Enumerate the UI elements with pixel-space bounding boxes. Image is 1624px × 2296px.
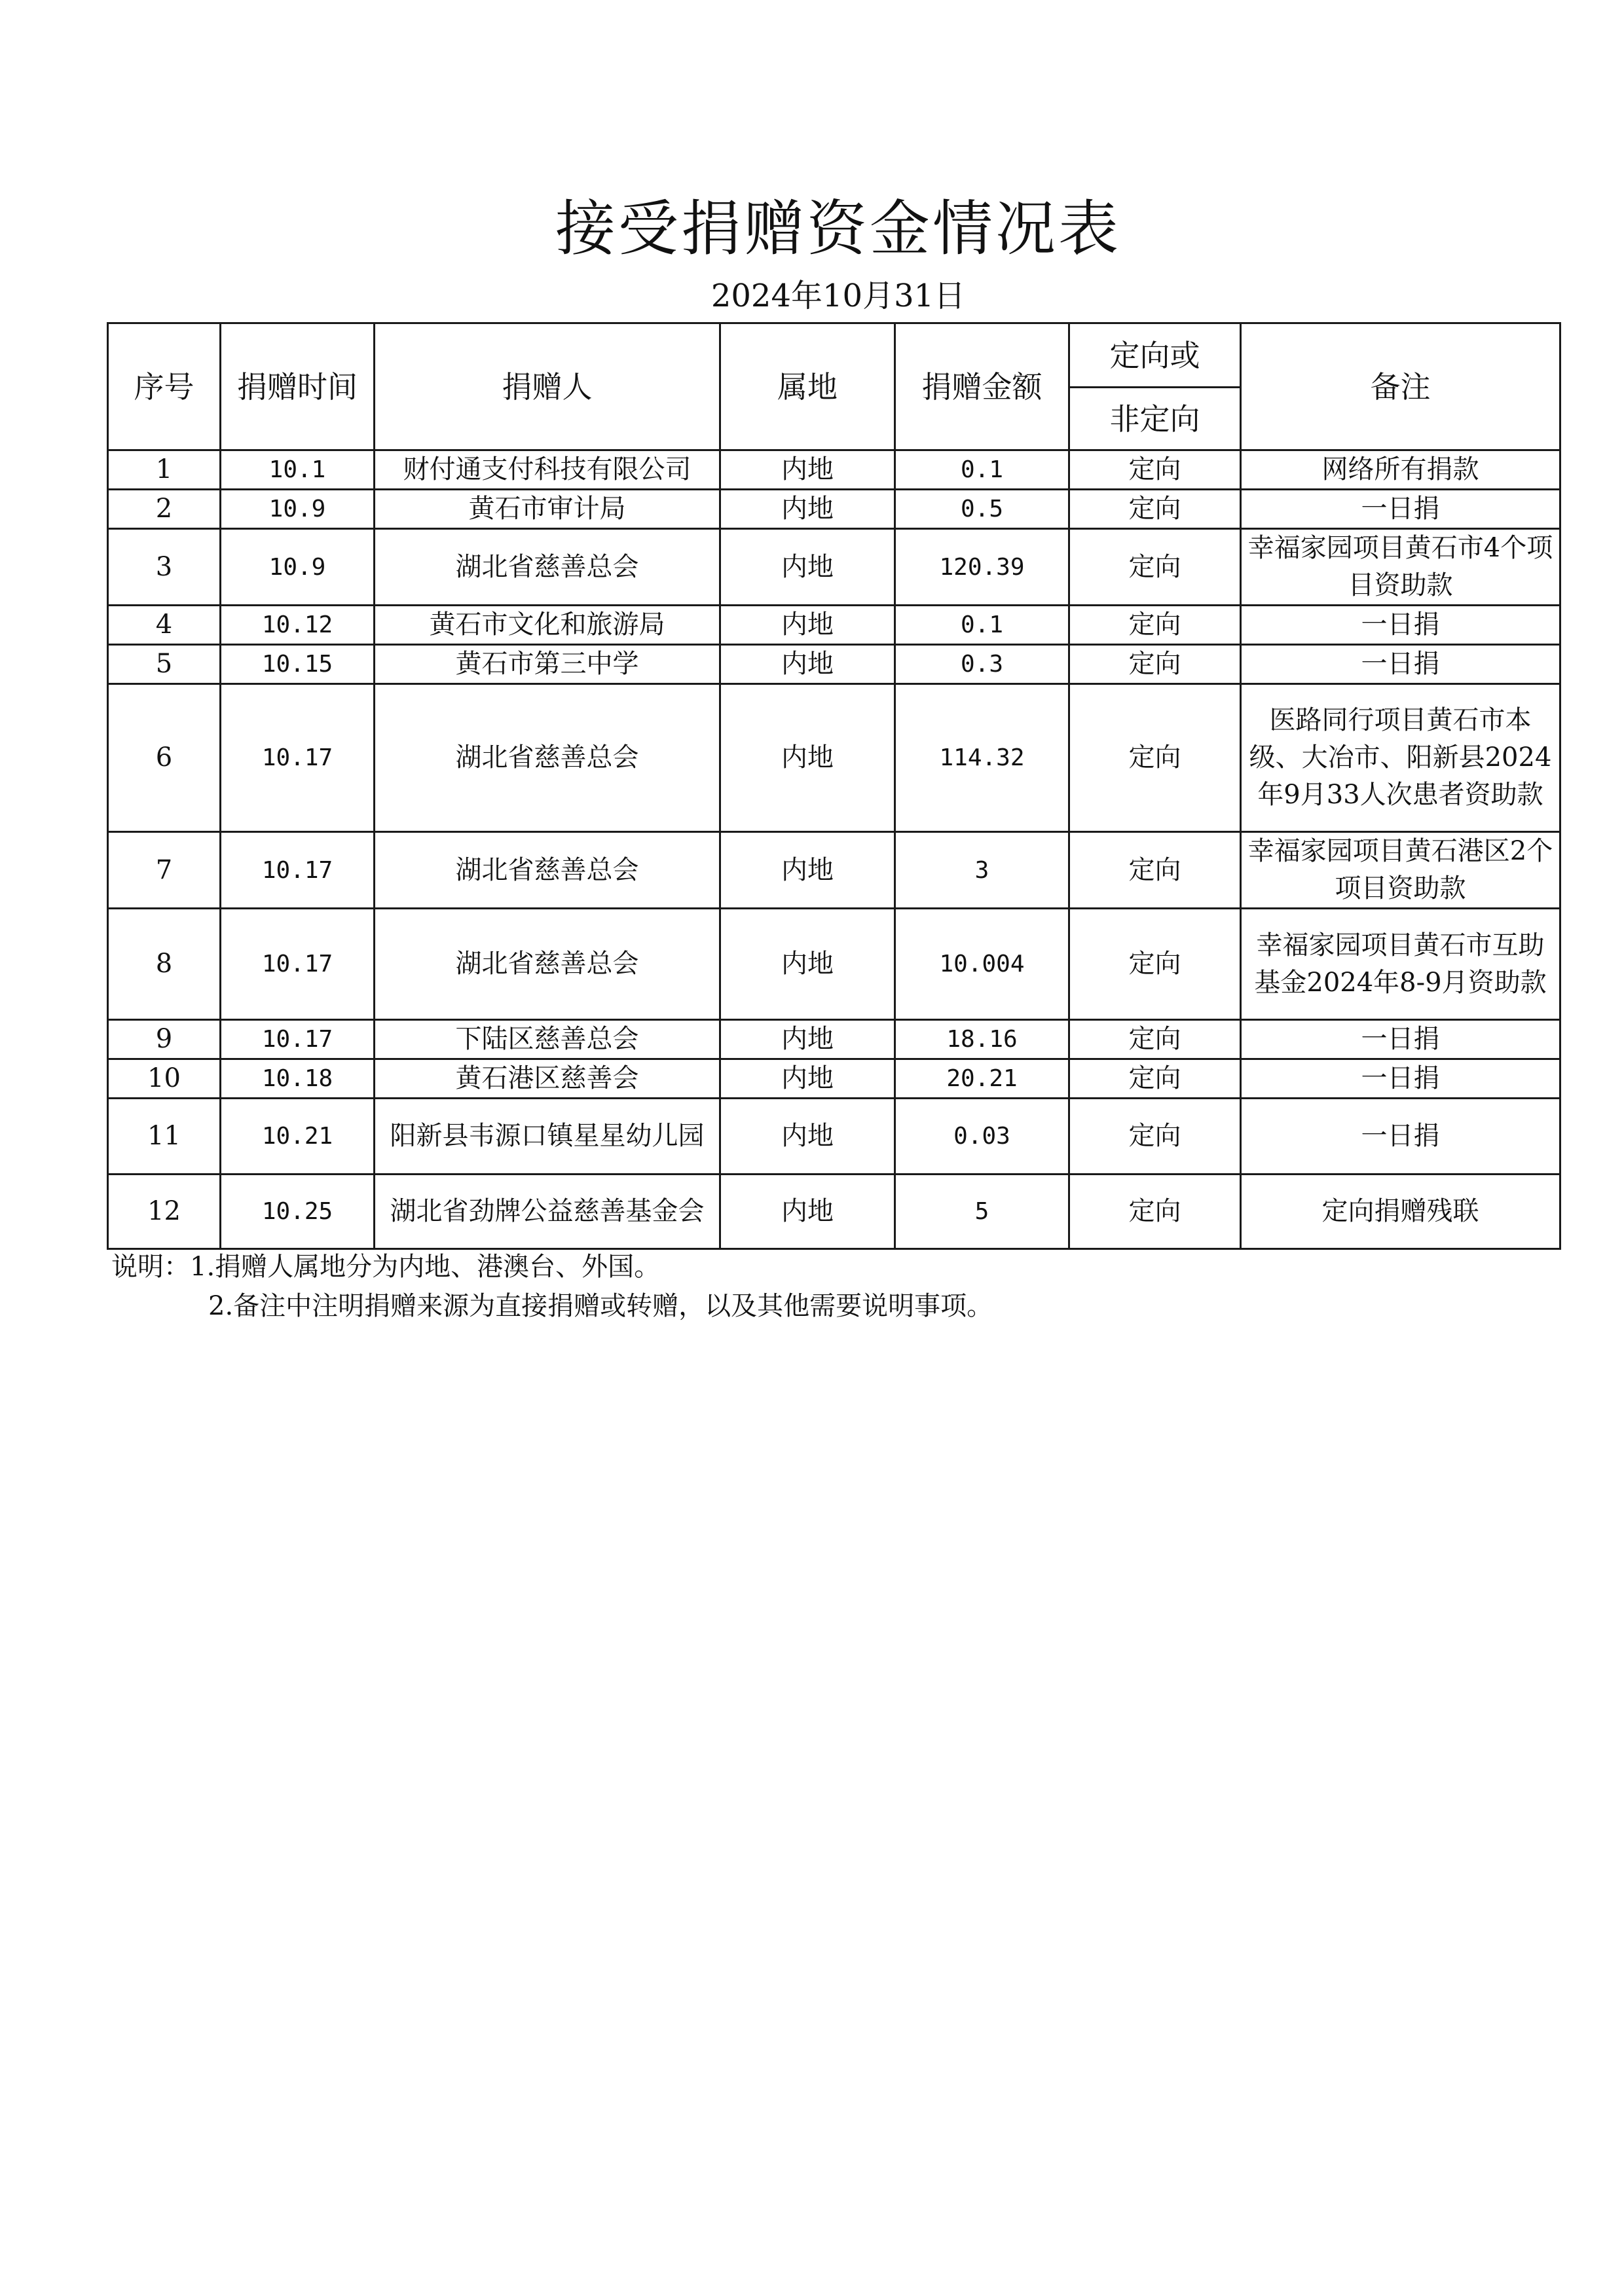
- cell-directed: 定向: [1069, 832, 1241, 909]
- cell-location: 内地: [720, 645, 895, 684]
- cell-amount: 10.004: [895, 909, 1069, 1020]
- cell-location: 内地: [720, 1059, 895, 1099]
- cell-seq: 7: [108, 832, 221, 909]
- cell-location: 内地: [720, 606, 895, 645]
- cell-amount: 3: [895, 832, 1069, 909]
- cell-remark: 幸福家园项目黄石港区2个项目资助款: [1241, 832, 1560, 909]
- cell-remark: 医路同行项目黄石市本级、大冶市、阳新县2024年9月33人次患者资助款: [1241, 684, 1560, 832]
- cell-directed: 定向: [1069, 1175, 1241, 1249]
- cell-donor: 湖北省慈善总会: [375, 529, 720, 606]
- cell-seq: 4: [108, 606, 221, 645]
- cell-time: 10.25: [221, 1175, 375, 1249]
- cell-seq: 1: [108, 450, 221, 490]
- cell-directed: 定向: [1069, 1099, 1241, 1175]
- cell-directed: 定向: [1069, 529, 1241, 606]
- header-donor: 捐赠人: [375, 323, 720, 450]
- table-row: [108, 1059, 1560, 1099]
- cell-directed: 定向: [1069, 450, 1241, 490]
- cell-time: 10.18: [221, 1059, 375, 1099]
- cell-amount: 20.21: [895, 1059, 1069, 1099]
- cell-amount: 0.03: [895, 1099, 1069, 1175]
- cell-time: 10.17: [221, 1020, 375, 1059]
- cell-directed: 定向: [1069, 684, 1241, 832]
- cell-donor: 阳新县韦源口镇星星幼儿园: [375, 1099, 720, 1175]
- cell-donor: 下陆区慈善总会: [375, 1020, 720, 1059]
- notes: [111, 1247, 1552, 1326]
- cell-remark: 一日捐: [1241, 1020, 1560, 1059]
- cell-time: 10.17: [221, 832, 375, 909]
- cell-seq: 5: [108, 645, 221, 684]
- cell-directed: 定向: [1069, 490, 1241, 529]
- table-row: [108, 606, 1560, 645]
- cell-location: 内地: [720, 832, 895, 909]
- cell-remark: 网络所有捐款: [1241, 450, 1560, 490]
- cell-amount: 120.39: [895, 529, 1069, 606]
- cell-seq: 12: [108, 1175, 221, 1249]
- cell-location: 内地: [720, 1099, 895, 1175]
- cell-donor: 黄石市第三中学: [375, 645, 720, 684]
- cell-seq: 8: [108, 909, 221, 1020]
- cell-location: 内地: [720, 1020, 895, 1059]
- table-row: [108, 490, 1560, 529]
- header-directed-top: 定向或: [1069, 323, 1241, 388]
- cell-amount: 0.5: [895, 490, 1069, 529]
- cell-time: 10.9: [221, 490, 375, 529]
- cell-time: 10.12: [221, 606, 375, 645]
- header-remark: 备注: [1241, 323, 1560, 450]
- table-row: [108, 1175, 1560, 1249]
- table-row: [108, 529, 1560, 606]
- cell-amount: 18.16: [895, 1020, 1069, 1059]
- page-title: 接受捐赠资金情况表: [555, 194, 1121, 264]
- cell-remark: 一日捐: [1241, 645, 1560, 684]
- cell-seq: 9: [108, 1020, 221, 1059]
- cell-remark: 一日捐: [1241, 1099, 1560, 1175]
- cell-seq: 10: [108, 1059, 221, 1099]
- cell-amount: 0.1: [895, 606, 1069, 645]
- cell-location: 内地: [720, 490, 895, 529]
- cell-amount: 114.32: [895, 684, 1069, 832]
- cell-remark: 定向捐赠残联: [1241, 1175, 1560, 1249]
- cell-seq: 11: [108, 1099, 221, 1175]
- cell-donor: 湖北省劲牌公益慈善基金会: [375, 1175, 720, 1249]
- header-seq: 序号: [108, 323, 221, 450]
- cell-donor: 黄石港区慈善会: [375, 1059, 720, 1099]
- cell-donor: 湖北省慈善总会: [375, 684, 720, 832]
- header-directed-bottom: 非定向: [1069, 388, 1241, 450]
- note-line-2: 2.备注中注明捐赠来源为直接捐赠或转赠，以及其他需要说明事项。: [208, 1291, 993, 1321]
- cell-directed: 定向: [1069, 645, 1241, 684]
- cell-remark: 幸福家园项目黄石市互助基金2024年8-9月资助款: [1241, 909, 1560, 1020]
- note-line-1: 说明：1.捐赠人属地分为内地、港澳台、外国。: [111, 1252, 661, 1282]
- cell-directed: 定向: [1069, 1059, 1241, 1099]
- cell-location: 内地: [720, 450, 895, 490]
- table-row: [108, 645, 1560, 684]
- cell-donor: 财付通支付科技有限公司: [375, 450, 720, 490]
- cell-time: 10.17: [221, 684, 375, 832]
- table-row: [108, 450, 1560, 490]
- cell-remark: 一日捐: [1241, 606, 1560, 645]
- cell-amount: 0.1: [895, 450, 1069, 490]
- cell-amount: 5: [895, 1175, 1069, 1249]
- cell-time: 10.21: [221, 1099, 375, 1175]
- cell-time: 10.9: [221, 529, 375, 606]
- cell-donor: 黄石市审计局: [375, 490, 720, 529]
- table-row: [108, 1099, 1560, 1175]
- cell-remark: 幸福家园项目黄石市4个项目资助款: [1241, 529, 1560, 606]
- table-row: [108, 909, 1560, 1020]
- cell-location: 内地: [720, 909, 895, 1020]
- cell-location: 内地: [720, 529, 895, 606]
- cell-time: 10.15: [221, 645, 375, 684]
- table-row: [108, 832, 1560, 909]
- cell-location: 内地: [720, 1175, 895, 1249]
- cell-seq: 6: [108, 684, 221, 832]
- cell-donor: 黄石市文化和旅游局: [375, 606, 720, 645]
- cell-directed: 定向: [1069, 1020, 1241, 1059]
- cell-location: 内地: [720, 684, 895, 832]
- cell-donor: 湖北省慈善总会: [375, 909, 720, 1020]
- header-time: 捐赠时间: [221, 323, 375, 450]
- cell-seq: 3: [108, 529, 221, 606]
- cell-seq: 2: [108, 490, 221, 529]
- cell-donor: 湖北省慈善总会: [375, 832, 720, 909]
- header-amount: 捐赠金额: [895, 323, 1069, 450]
- cell-directed: 定向: [1069, 909, 1241, 1020]
- cell-remark: 一日捐: [1241, 1059, 1560, 1099]
- header-location: 属地: [720, 323, 895, 450]
- cell-remark: 一日捐: [1241, 490, 1560, 529]
- report-date: 2024年10月31日: [710, 278, 966, 314]
- donation-table: [107, 322, 1561, 1250]
- table-row: [108, 1020, 1560, 1059]
- cell-amount: 0.3: [895, 645, 1069, 684]
- table-row: [108, 684, 1560, 832]
- cell-time: 10.1: [221, 450, 375, 490]
- cell-directed: 定向: [1069, 606, 1241, 645]
- cell-time: 10.17: [221, 909, 375, 1020]
